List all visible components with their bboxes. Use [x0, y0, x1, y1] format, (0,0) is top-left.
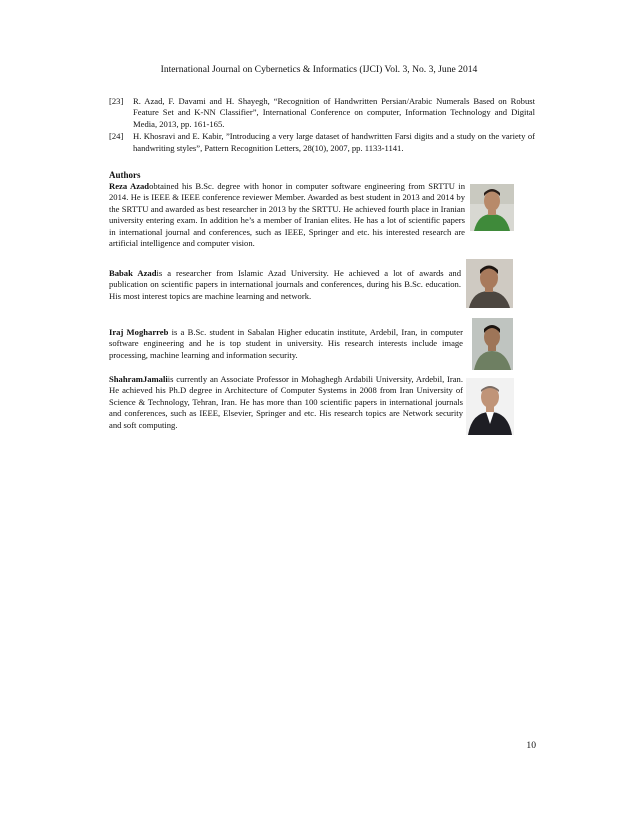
author-photo-2 — [466, 259, 513, 308]
author-bio-3 — [109, 327, 463, 361]
authors-heading: Authors — [109, 170, 141, 180]
author-bio-text: is a B.Sc. student in Sabalan Higher educatin institute, Ardebil, Iran, in computer software engineering and he is top student in university. His research interests include image processing, machine learning and information security. — [109, 327, 463, 360]
author-bio-text: is a researcher from Islamic Azad University. He achieved a lot of awards and publication on scientific papers in international journals and conferences, during his B.Sc. education. His most interest topics are machine learning and network. — [109, 268, 462, 301]
portrait-image — [470, 184, 514, 231]
running-header: International Journal on Cybernetics & Informatics (IJCI) Vol. 3, No. 3, June 2014 — [160, 64, 478, 75]
reference-number: [23] — [109, 96, 124, 106]
author-photo-3 — [472, 318, 513, 370]
author-name: Iraj Mogharreb — [109, 327, 169, 337]
portrait-image — [466, 259, 513, 308]
page-number: 10 — [526, 740, 536, 751]
reference-item — [109, 131, 535, 154]
author-photo-4 — [466, 378, 514, 435]
author-bio-1 — [109, 181, 465, 249]
author-name: ShahramJamali — [109, 374, 168, 384]
reference-number: [24] — [109, 131, 124, 142]
author-photo-1 — [470, 184, 514, 231]
portrait-image — [472, 318, 513, 370]
references-list — [109, 96, 535, 155]
author-bio-4 — [109, 374, 463, 431]
reference-text: H. Khosravi and E. Kabir, ”Introducing a very large dataset of handwritten Farsi digits and a study on the variety of handwriting styles”, Pattern Recognition Letters, 28(10), 2007, pp. 1133-1141. — [133, 131, 535, 153]
portrait-image — [466, 378, 514, 435]
reference-text: R. Azad, F. Davami and H. Shayegh, “Recognition of Handwritten Persian/Arabic Numerals Based on Robust Feature Set and K-NN Classifier”, International Conference on computer, Information Technology and Digital Media, 2013, pp. 161-165. — [133, 96, 535, 129]
author-bio-2 — [109, 268, 461, 302]
reference-item — [109, 96, 535, 130]
author-bio-text: obtained his B.Sc. degree with honor in computer software engineering from SRTTU in 2014. He is IEEE & IEEE conference reviewer Member. Awarded as best student in 2013 and 2014 by the SRTTU and awarded as best researcher in 2013 by the SRTTU. He achieved fourth place in Iranian university entering exam. In addition he’s a member of Iranian elites. He has a lot of scientific papers in international journal and conferences, such as IEEE, Springer and etc. his interested research are artificial intelligence and computer vision. — [109, 181, 465, 249]
author-bio-text: is currently an Associate Professor in Mohaghegh Ardabili University, Ardebil, Iran. He achieved his Ph.D degree in Architecture of Computer Systems in 2008 from Iran University of Science & Technology, Tehran, Iran. He has more than 100 scientific papers in international journals and conferences, such as IEEE, Elsevier, Springer and etc. His research topics are Network security and soft computing. — [109, 374, 463, 430]
author-name: Reza Azad — [109, 181, 150, 191]
author-name: Babak Azad — [109, 268, 157, 278]
